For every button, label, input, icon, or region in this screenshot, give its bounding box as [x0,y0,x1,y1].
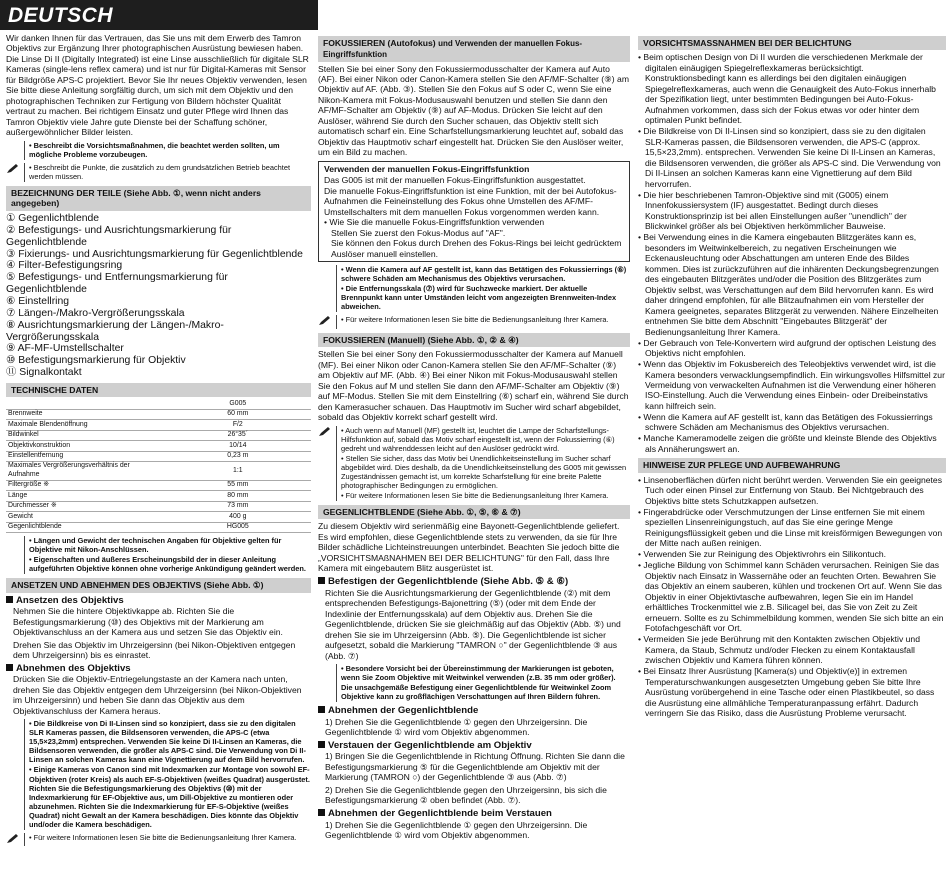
specs-note: • Eigenschaften und äußeres Erscheinungsbild der in dieser Anleitung aufgeführten Objektive können ohne vorherige Ankündigung geändert werden. [29,555,306,574]
table-row: Länge 80 mm [6,491,311,501]
mf-override-line: Die manuelle Fokus-Eingriffsfunktion ist eine Funktion, mit der bei Autofokus-Aufnahmen die Feineinstellung des Fokus ohne Umstellen des AF/MF-Umstellschalters mit dem manuellen Fokus vorgenommen werden kann. [324,185,617,217]
mf-heading: FOKUSSIEREN (Manuell) (Siehe Abb. ①, ② & ④) [318,333,630,347]
hood-attach-heading: Befestigen der Gegenlichtblende (Siehe Abb. ⑤ & ⑥) [318,576,630,588]
mount-heading: ANSETZEN UND ABNEHMEN DES OBJEKTIVS (Siehe Abb. ①) [6,578,311,592]
parts-heading: BEZEICHNUNG DER TEILE (Siehe Abb. ①, wenn nicht anders angegeben) [6,186,311,211]
list-item: • Bei Einsatz Ihrer Ausrüstung [Kamera(s) und Objektiv(e)] in extremen Temperaturschwankungen ausgesetzten Umgebung geben Sie bitte Ihre Ausrüstung vorübergehend in eine Tasche oder einen Plastikbeutel, so dass die Ausrüstung eine allmähliche Temperaturanpassung erfährt. Dadurch verringern Sie das Risiko, dass die Ausrüstung Probleme verursacht. [638,666,935,719]
list-item: • Manche Kameramodelle zeigen die größte und kleinste Blende des Objektivs als Annäherungswert an. [638,433,937,454]
pencil-icon [318,315,332,328]
part-item: ⑪ Signalkontakt [6,367,82,379]
pencil-icon [6,833,20,846]
specs-note: • Längen und Gewicht der technischen Angaben für Objektive gelten für Objektive mit Nikon-Anschlüssen. [29,535,282,554]
square-bullet-icon [318,741,325,748]
hood-warning: Die unsachgemäße Befestigung einer Gegenlichtblende für Weitwinkel Zoom Objektive kann zu großflächigen Verschattungen auf Ihren Bildern führen. [341,683,612,702]
list-item: • Wenn die Kamera auf AF gestellt ist, kann das Betätigen des Fokussierrings schwere Schäden am Mechanismus des Objektivs verursachen. [638,411,933,433]
hood-remove-text: 1) Drehen Sie die Gegenlichtblende ① gegen den Uhrzeigersinn. Die Gegenlichtblende ① wird vom Objektiv abgenommen. [325,716,588,738]
af-text: Stellen Sie bei einer Sony den Fokussiermodusschalter der Kamera auf Auto (AF). Bei einer Nikon oder Canon-Kamera stellen Sie den AF/MF-Schalter (⑨) am Objektiv auf AF. (Abb. ③). Stellen Sie den Fokus auf S oder C, wenn Sie eine Nikon-Kamera mit Fokus-Modusauswahl benutzen und stellen Sie dann den AF/MF-Schalter am Objektiv (⑨) auf AF-Modus. Drücken Sie leicht auf den Auslöser, während Sie durch den Sucher schauen, das Objektiv stellt sich automatisch scharf ein. Eine Scharfstellungsmarkierung leuchtet auf, sobald das Objektiv das Hauptmotiv scharf eingestellt hat. Drücken Sie den Auslöser weiter, um ein Bild zu machen. [318,63,629,158]
af-info [318,315,630,328]
list-item: • Bei Verwendung eines in die Kamera eingebauten Blitzgerätes kann es, besonders im Weitwinkelbereich, zu negativen Erscheinungen wie Eckenausleuchtung oder Abschattungen am unteren Ende des Bildes kommen. Dies ist zurückzuführen auf die inhärenten Deckungsbegrenzungen des eingebauten Blitzgerätes und/oder die Position des Blitzgerätes zum Objektiv selbst, was Verschattungen auf dem Bild hervorrufen kann. Es wird daher dringend empfohlen, für alle Blitzaufnahmen ein vom Hersteller der Kamera geeignetes, separates Blitzgerät zu verwenden. Nähere Einzelheiten entnehmen Sie bitte dem Abschnitt "Eingebautes Blitzgerät" der Bedienungsanleitung Ihrer Kamera. [638,232,939,337]
list-item: • Vermeiden Sie jede Berührung mit den Kontakten zwischen Objektiv und Kamera, da Staub, Schmutz und/oder Flecken zu einem Kontaktausfall zwischen Objektiv und Kamera führen können. [638,634,920,666]
mount-info-text: • Für weitere Informationen lesen Sie bitte die Bedienungsanleitung Ihrer Kamera. [29,832,297,842]
square-bullet-icon [6,664,13,671]
warning-symbol-note [6,141,311,160]
af-warning: • Die Entfernungsskala (⑦) wird für Suchzwecke markiert. Der aktuelle Brennpunkt kann unter Umständen leicht vom angezeigten Brennweiten-Index abweichen. [341,284,617,312]
mount-warning: • Einige Kameras von Canon sind mit Indexmarken zur Montage von sowohl EF-Objektiven (roter Kreis) als auch EF-S-Objektiven (weißes Quadrat) ausgerüstet. Richten Sie die Befestigungsmarkierung des Objektivs (⑩) mit der Indexmarkierung für EF-Objektive aus, um Dill-Objektive zu montieren oder abzunehmen. Richten Sie die Indexmarkierung für EF-S-Objektive (weißes Quadrat) nicht Gewalt an der Kamera beschädigen. Dies könnte das Objektiv und/oder die Kamera beschädigen. [29,765,310,829]
square-bullet-icon [318,577,325,584]
specs-notes [6,536,311,574]
list-item: • Wenn das Objektiv im Fokusbereich des Teleobjektivs verwendet wird, ist die Kamera besonders verwacklungsempfindlich. Ein wirkungsvolles Hilfsmittel zur Vermeidung von verwackelten Aufnahmen ist die Verwendung einer höheren ISO-Einstellung. Auch die Verwendung eines Einbein- oder Dreibeinstativs kann hilfreich sein. [638,359,945,411]
mf-note: • Auch wenn auf Manuell (MF) gestellt ist, leuchtet die Lampe der Scharfstellungs-Hilfsfunktion auf, sobald das Motiv scharf eingestellt ist, wenn der Fokussierring (⑥) gedreht und währenddessen leicht auf den Auslöser gedrückt wird. [341,425,615,453]
hood-store-heading: Verstauen der Gegenlichtblende am Objektiv [318,740,630,752]
list-item: • Beim optischen Design von Di II wurden die verschiedenen Merkmale der digitalen einäugigen Spiegelreflexkameras berücksichtigt. Konstruktionsbedingt kann es allerdings bei den digitalen einäugigen Spiegelreflexkameras, auch wenn die Genauigkeit des Auto-Fokus innerhalb der Spezifikation liegt, unter bestimmten Bedingungen bei Auto-Fokus-Aufnahmen vorkommen, dass sich der Fokus etwas vor oder hinter dem optimalen Punkt befindet. [638,52,936,126]
table-row: Durchmesser ※ 73 mm [6,501,311,511]
table-row: Einstellentfernung 0,23 m [6,451,311,461]
mount-warning: • Die Bildkreise von Di II-Linsen sind so konzipiert, dass sie zu den digitalen SLR Kameras passen, die Bildsensoren verwenden, die APS-C (etwa 15,5×23,2mm) entsprechen. Verwenden Sie keine Di II-Linsen an Kameras, die Bildsensoren verwenden, die größer als APS-C sind. Die Verwendung von Di II-Linsen an solchen Kameras kann eine Vignettierung auf dem Bild hervorrufen. [29,719,306,765]
mount-info [6,833,311,846]
specs-header-row [6,399,311,409]
list-item: • Die Bildkreise von Di II-Linsen sind so konzipiert, dass sie zu den digitalen SLR-Kameras passen, die Bildsensoren verwenden, die APS-C (approx. 15,5×23,2mm). entsprechen. Verwenden Sie keine Di II-Linsen an Kameras, die Bildsensoren verwenden, die größer als APS-C sind. Die Verwendung von Di II-Linsen an solchen Kameras kann eine Vignettierung auf dem Bild hervorrufen. [638,126,941,189]
exposure-list [638,52,946,454]
attach-text: Nehmen Sie die hintere Objektivkappe ab. Richten Sie die Befestigungsmarkierung (⑩) des Objektivs mit der Markierung am Objektivanschluss an der Kamera aus und setzen Sie das Objektiv ein. [13,606,283,638]
warning-icon [318,664,332,702]
part-item: ② Befestigungs- und Ausrichtungsmarkierung für Gegenlichtblende [6,224,232,248]
table-row: Objektivkonstruktion 10/14 [6,441,311,451]
detach-text: Drücken Sie die Objektiv-Entriegelungstaste an der Kamera nach unten, drehen Sie das Objektiv entgegen dem Uhrzeigersinn (bei Nikon-Objektiven im Uhrzeigersinn) und heben Sie dann das Objektiv aus dem Objektivanschluss der Kamera heraus. [13,674,302,716]
language-title: DEUTSCH [0,0,318,30]
care-heading: HINWEISE ZUR PFLEGE UND AUFBEWAHRUNG [638,458,946,472]
list-item: • Verwenden Sie zur Reinigung des Objektivrohrs ein Silikontuch. [638,549,887,560]
part-item: ⑦ Längen-/Makro-Vergrößerungsskala [6,307,185,319]
specs-table [6,399,311,532]
part-item: ⑨ AF-MF-Umstellschalter [6,343,124,355]
square-bullet-icon [318,809,325,816]
hood-heading: GEGENLICHTBLENDE (Siehe Abb. ①, ⑤, ⑥ & ⑦) [318,505,630,519]
mf-note: • Stellen Sie sicher, dass das Motiv bei Unendlichkeitseinstellung im Sucher scharf abgebildet wird. Dies deshalb, da die Unendlichkeitseinstellung des G005 mit gewissen Zugeständnissen gemacht ist, um korrekte Scharfstellung für eine breite Palette photographischer Bedingungen zu ermöglichen. [341,453,627,490]
hood-attach-text: Richten Sie die Ausrichtungsmarkierung der Gegenlichtblende (②) mit dem entsprechenden Befestigungs-Bajonettring (⑤) (oder mit dem Ende der Indexlinie der Entfernungsskala) auf dem Objektiv aus. Drehen Sie die Gegenlichtblende, drücken Sie sie gleichmäßig auf das Objektiv (Abb. ⑤) und drehen Sie sie im Uhrzeigersinn (Abb. ⑤). Die Gegenlichtblende ist sicher aufgesetzt, sobald die Markierung "TAMRON ○" der Gegenlichtblende ③ aus (Abb. ⑦) [325,587,621,661]
column-right [638,36,946,719]
pencil-icon [6,163,20,182]
specs-model: G005 [165,399,311,409]
af-heading: FOKUSSIEREN (Autofokus) und Verwenden der manuellen Fokus-Eingriffsfunktion [318,36,630,62]
list-item: • Die hier beschriebenen Tamron-Objektive sind mit (G005) einem Innenfokussiersystem (IF) ausgestattet. Bedingt durch dieses Konstruktionsprinzip ist bei allen Einstellungen außer "unendlich" der Blickwinkel größer als bei Objektiven herkömmlicher Bauweise. [638,189,907,232]
list-item: • Jegliche Bildung von Schimmel kann Schäden verursachen. Reinigen Sie das Objektiv nach Einsatz in Wassernähe oder an feuchten Orten. Bewahren Sie das Objektiv an einem sauberen, kühlen und trockenen Ort auf. Wenn Sie das Objektiv in einer Objektivtasche aufbewahren, legen Sie ein im Handel erhältliches Trockenmittel wie z.B. Silicagel bei, das Sie von Zeit zu Zeit erneuern. Sollte es zu Schimmelbildung kommen, wenden Sie sich bitte an ein Fotofachgeschäft vor Ort. [638,560,944,634]
af-warnings [318,265,630,312]
warning-icon [6,141,20,160]
hood-warning: • Besondere Vorsicht bei der Übereinstimmung der Markierungen ist geboten, wenn Sie Zoom Objektive mit Weitwinkel verwenden (z.B. 35 mm oder größer). [341,663,616,683]
hood-remove-heading: Abnehmen der Gegenlichtblende [318,705,630,717]
mf-note: • Für weitere Informationen lesen Sie bitte die Bedienungsanleitung Ihrer Kamera. [341,490,609,500]
mf-notes [318,426,630,501]
column-left [6,33,311,849]
mf-text: Stellen Sie bei einer Sony den Fokussiermodusschalter der Kamera auf Manuell (MF). Bei einer Nikon oder Canon-Kamera stellen Sie den AF/MF-Schalter (⑨) am Objektiv auf MF. (Abb. ④) Bei einer Nikon mit Fokus-Modusauswahl stellen Sie den Fokus auf M und stellen Sie dann den AF/MF-Schalter am Objektiv (⑨) auf MF-Modus. Stellen Sie mit dem Einstellring (⑥) scharf ein, während Sie durch den Kamerasucher schauen. Das Hauptmotiv im Sucher wird scharf abgebildet, sobald das Objektiv korrekt scharf gestellt wird. [318,349,629,423]
exposure-heading: VORSICHTSMASSNAHMEN BEI DER BELICHTUNG [638,36,946,50]
attach-heading: Ansetzen des Objektivs [6,595,311,607]
mount-warnings [6,719,311,829]
hood-text: Zu diesem Objektiv wird serienmäßig eine Bayonett-Gegenlichtblende geliefert. Es wird empfohlen, diese Gegenlichtblende stets zu verwenden, da sie für Ihre Bilder schädliche Lichteinstreuungen unterbindet. Beachten Sie jedoch bitte die „VORSICHTSMAßNAHMEN BEI DER BELICHTUNG" für den Fall, dass Ihre Kamera mit eingebautem Blitz ausgerüstet ist. [318,521,620,574]
list-item: • Der Gebrauch von Tele-Konvertern wird aufgrund der optischen Leistung des Objektivs nicht empfohlen. [638,337,937,359]
mf-override-title: Verwenden der manuellen Fokus-Eingriffsfunktion [324,163,530,174]
care-list [638,475,946,719]
info-symbol-note [6,163,311,182]
mf-override-line: Stellen Sie zuerst den Fokus-Modus auf "AF". [331,227,506,238]
mf-override-line: Sie können den Fokus durch Drehen des Fokus-Rings bei leicht gedrücktem Auslöser manuell einstellen. [331,238,622,259]
warning-symbol-text: • Beschreibt die Vorsichtsmaßnahmen, die beachtet werden sollten, um mögliche Probleme vorzubeugen. [29,140,280,159]
table-row: Brennweite 60 mm [6,409,311,419]
part-item: ⑤ Befestigungs- und Entfernungsmarkierung für Gegenlichtblende [6,272,228,296]
warning-icon [6,719,20,829]
part-item: ⑩ Befestigungsmarkierung für Objektiv [6,355,186,367]
table-row: Maximales Vergrößerungsverhältnis der Aufnahme 1:1 [6,461,311,480]
mf-override-line: • Wie Sie die manuelle Fokus-Eingriffsfunktion verwenden [324,217,545,228]
pencil-icon [318,426,332,501]
hood-unstore-heading: Abnehmen der Gegenlichtblende beim Verstauen [318,808,630,820]
table-row: Maximale Blendenöffnung F/2 [6,420,311,430]
detach-heading: Abnehmen des Objektivs [6,663,311,675]
table-row: Gegenlichtblende HG005 [6,522,311,532]
mf-override-box [318,161,630,262]
part-item: ④ Filter-Befestigungsring [6,260,123,272]
intro-text: Wir danken Ihnen für das Vertrauen, das Sie uns mit dem Erwerb des Tamron Objektivs zur Ergänzung Ihrer photographischen Ausrüstung bewiesen haben. Die Linse Di II (Digitally Integrated) ist eine Linse ausschließlich für digitale SLR Kameras (single-lens reflex camera) und ist nur für Digital-Kameras mit Sensor für Bildgröße APS-C projektiert. Bevor Sie Ihr neues Objektiv verwenden, lesen Sie bitte diese Anleitung sorgfältig durch, um sich mit dem Objektiv und den photographischen Techniken zur Fertigung von Bildern höchster Qualität vertraut zu machen. Bei richtigem Einsatz und guter Pflege wird Ihnen das Tamron Objektiv viele Jahre gute Dienste bei der Schaffung schöner, außergewöhnlicher Bilder leisten. [6,33,309,138]
mf-override-line: Das G005 ist mit der manuellen Fokus-Eingriffsfunktion ausgestattet. [324,175,586,186]
parts-list [6,213,311,379]
part-item: ⑧ Ausrichtungsmarkierung der Längen-/Makro-Vergrößerungsskala [6,319,224,343]
part-item: ① Gegenlichtblende [6,212,100,224]
table-row: Filtergröße ※ 55 mm [6,480,311,490]
square-bullet-icon [6,596,13,603]
list-item: • Fingerabdrücke oder Verschmutzungen der Linse entfernen Sie mit einem speziellen Linsenreinigungstuch, auf das Sie eine geringe Menge Reinigungsflüssigkeit geben und die Linse mit kreisförmigen Bewegungen von der Mitte nach außen reinigen. [638,506,943,549]
square-bullet-icon [318,706,325,713]
warning-icon [6,536,20,574]
list-item: • Linsenoberflächen dürfen nicht berührt werden. Verwenden Sie ein geeignetes Tuch oder einen Pinsel zur Entfernung von Staub. Bei Nichtgebrauch des Objektivs bitte stets Schutzkappen aufsetzen. [638,474,942,506]
af-info-text: • Für weitere Informationen lesen Sie bitte die Bedienungsanleitung Ihrer Kamera. [341,315,609,325]
table-row: Gewicht 400 g [6,512,311,522]
table-row: Bildwinkel 26°35´ [6,430,311,440]
hood-store-step: 1) Bringen Sie die Gegenlichtblende in Richtung Öffnung. Richten Sie dann die Befestigungsmarkierung ⑤ für die Gegenlichtblende am Objektiv mit der Markierung (TAMRON ○) der Gegenlichtblende ③ aus (Abb. ⑦) [325,751,625,783]
column-middle [318,36,630,843]
part-item: ③ Fixierungs- und Ausrichtungsmarkierung für Gegenlichtblende [6,248,303,260]
warning-icon [318,265,332,312]
hood-store-step: 2) Drehen Sie die Gegenlichtblende gegen den Uhrzeigersinn, bis sich die Befestigungsmarkierung ② oben befindet (Abb. ⑦). [325,784,607,806]
af-warning: • Wenn die Kamera auf AF gestellt ist, kann das Betätigen des Fokussierrings (⑥) schwere Schäden am Mechanismus des Objektivs verursachen. [341,265,627,284]
specs-heading: TECHNISCHE DATEN [6,383,311,397]
hood-unstore-text: 1) Drehen Sie die Gegenlichtblende ① gegen den Uhrzeigersinn. Die Gegenlichtblende ① wird vom Objektiv abgenommen. [325,819,588,841]
part-item: ⑥ Einstellring [6,295,70,307]
attach-text-2: Drehen Sie das Objektiv im Uhrzeigersinn (bei Nikon-Objektiven entgegen dem Uhrzeigersinn) bis es einrastet. [13,639,296,661]
info-symbol-text: • Beschreibt die Punkte, die zusätzlich zu dem grundsätzlichen Betrieb beachtet werden müssen. [29,162,291,181]
hood-warnings [318,664,630,702]
